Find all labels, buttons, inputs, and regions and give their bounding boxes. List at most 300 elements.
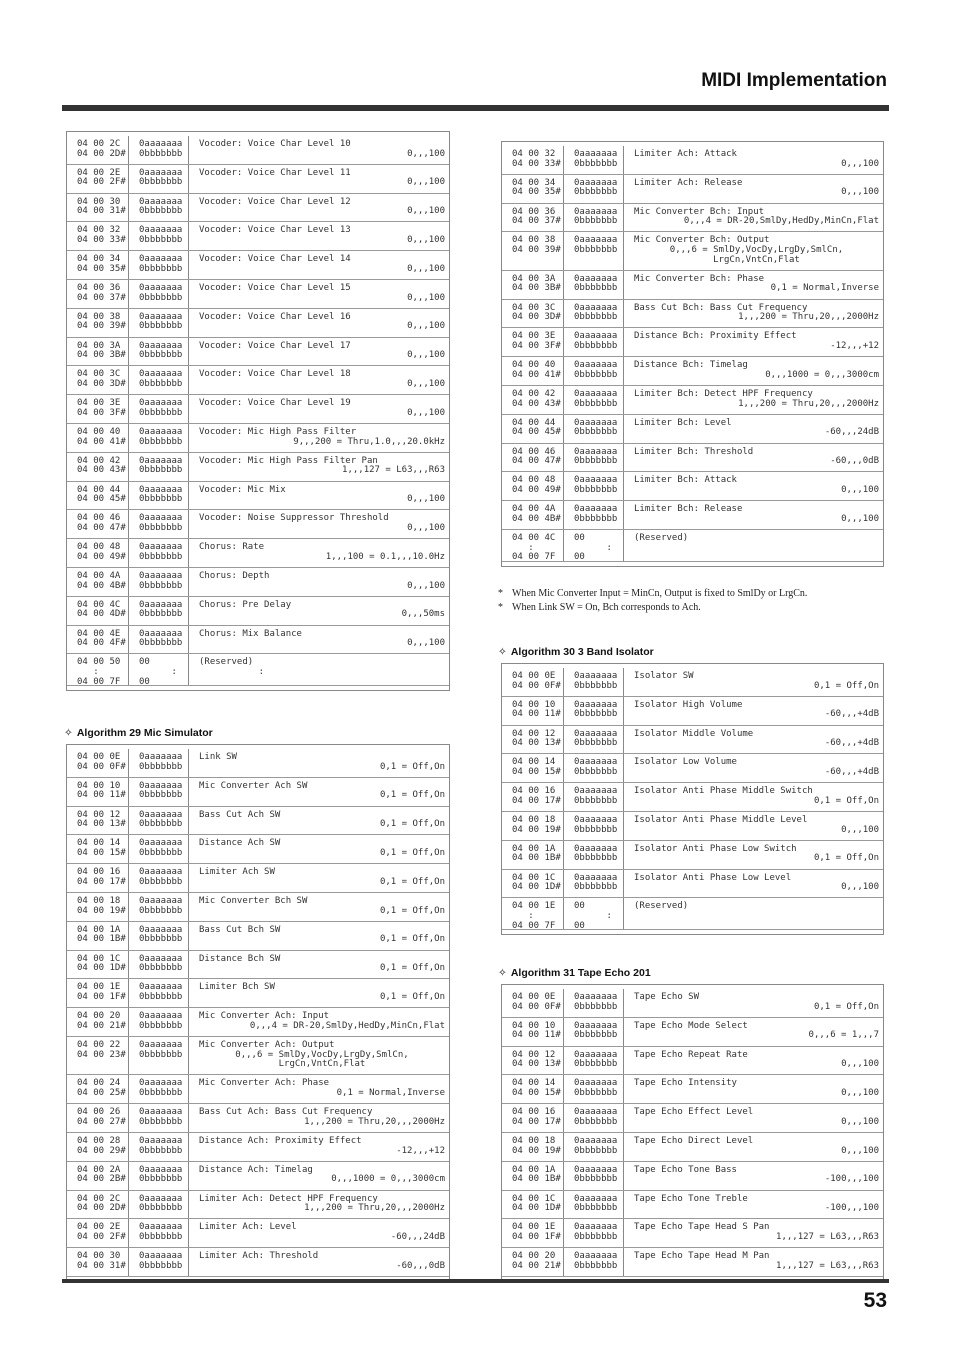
table-row xyxy=(502,726,883,755)
address-cell: 04 00 12 04 00 13# xyxy=(502,726,564,754)
data-cell: 0aaaaaaa 0bbbbbbb xyxy=(564,1191,624,1219)
header-rule xyxy=(62,105,889,111)
parameter-name: Tape Echo Effect Level xyxy=(634,1107,754,1118)
table-row xyxy=(502,1191,883,1220)
description-cell xyxy=(189,864,449,892)
address-cell: 04 00 1C 04 00 1D# xyxy=(67,951,129,979)
data-cell: 0aaaaaaa 0bbbbbbb xyxy=(129,194,189,222)
address-cell: 04 00 24 04 00 25# xyxy=(67,1075,129,1103)
address-cell: 04 00 2E 04 00 2F# xyxy=(67,1219,129,1247)
table-row xyxy=(67,951,449,980)
description-cell xyxy=(189,453,449,481)
address-cell: 04 00 3E 04 00 3F# xyxy=(67,395,129,423)
address-cell: 04 00 16 04 00 17# xyxy=(502,1104,564,1132)
parameter-name: Distance Ach SW xyxy=(199,838,281,849)
description-cell xyxy=(189,136,449,164)
table-row xyxy=(502,668,883,697)
parameter-name: Mic Converter Ach SW xyxy=(199,780,308,791)
parameter-range: 0,,,100 xyxy=(407,378,445,389)
parameter-name: Vocoder: Voice Char Level 11 xyxy=(199,167,351,178)
description-cell xyxy=(624,232,883,269)
table-row xyxy=(67,626,449,655)
parameter-range: 0,1 = Off,On xyxy=(813,853,879,864)
parameter-name: Isolator Middle Volume xyxy=(634,728,754,739)
parameter-table-algorithm-29 xyxy=(66,744,450,1282)
parameter-name: Limiter Bch SW xyxy=(199,982,275,993)
table-row xyxy=(67,366,449,395)
data-cell: 0aaaaaaa 0bbbbbbb xyxy=(129,626,189,654)
table-bottom-border xyxy=(502,934,883,935)
parameter-name: Mic Converter Ach: Output xyxy=(199,1039,335,1050)
parameter-range: 0,1 = Normal,Inverse xyxy=(770,283,879,294)
table-row xyxy=(502,232,883,270)
address-cell: 04 00 0E 04 00 0F# xyxy=(502,668,564,696)
parameter-range: 0,,,6 = SmlDy,VocDy,LrgDy,SmlCn, LrgCn,VntCn,Flat xyxy=(669,244,844,265)
address-cell: 04 00 0E 04 00 0F# xyxy=(67,749,129,777)
parameter-range: 0,,,100 xyxy=(841,513,879,524)
table-row xyxy=(502,870,883,899)
data-cell: 0aaaaaaa 0bbbbbbb xyxy=(564,697,624,725)
data-cell: 0aaaaaaa 0bbbbbbb xyxy=(129,165,189,193)
parameter-name: Tape Echo SW xyxy=(634,992,700,1002)
parameter-range: 1,,,127 = L63,,,R63 xyxy=(342,465,445,476)
table-row xyxy=(67,1075,449,1104)
parameter-range: 0,,,100 xyxy=(407,206,445,217)
diamond-bullet-icon: ✧ xyxy=(498,967,507,979)
address-cell: 04 00 1A 04 00 1B# xyxy=(502,1162,564,1190)
address-cell: 04 00 4A 04 00 4B# xyxy=(67,568,129,596)
table-top-border xyxy=(502,984,883,985)
data-cell: 0aaaaaaa 0bbbbbbb xyxy=(564,1162,624,1190)
table-row xyxy=(502,175,883,204)
description-cell xyxy=(624,204,883,232)
parameter-name: Isolator Anti Phase Middle Level xyxy=(634,814,808,825)
section-title-algorithm-31: ✧ Algorithm 31 Tape Echo 201 xyxy=(498,967,651,979)
parameter-name: Chorus: Depth xyxy=(199,570,270,581)
data-cell: 0aaaaaaa 0bbbbbbb xyxy=(564,386,624,414)
table-row xyxy=(67,835,449,864)
parameter-range: 0,1 = Off,On xyxy=(813,795,879,806)
description-cell xyxy=(189,424,449,452)
parameter-range: 0,1 = Off,On xyxy=(379,991,445,1002)
table-row xyxy=(67,807,449,836)
data-cell: 0aaaaaaa 0bbbbbbb xyxy=(564,501,624,529)
address-cell: 04 00 38 04 00 39# xyxy=(67,309,129,337)
description-cell xyxy=(189,165,449,193)
address-cell: 04 00 28 04 00 29# xyxy=(67,1133,129,1161)
data-cell: 00 : 00 xyxy=(129,654,189,685)
parameter-range: 0,,,100 xyxy=(407,350,445,361)
address-cell: 04 00 42 04 00 43# xyxy=(67,453,129,481)
address-cell: 04 00 34 04 00 35# xyxy=(67,251,129,279)
data-cell: 0aaaaaaa 0bbbbbbb xyxy=(564,415,624,443)
description-cell xyxy=(189,1162,449,1190)
data-cell: 0aaaaaaa 0bbbbbbb xyxy=(129,1191,189,1219)
data-cell: 0aaaaaaa 0bbbbbbb xyxy=(564,812,624,840)
parameter-name: Chorus: Mix Balance xyxy=(199,628,302,639)
parameter-name: Vocoder: Voice Char Level 17 xyxy=(199,340,351,351)
parameter-name: Vocoder: Voice Char Level 15 xyxy=(199,282,351,293)
parameter-name: Vocoder: Voice Char Level 19 xyxy=(199,398,351,409)
table-row xyxy=(502,328,883,357)
parameter-name: Distance Bch: Proximity Effect xyxy=(634,331,797,342)
parameter-name: (Reserved) : xyxy=(199,657,265,677)
table-row xyxy=(67,424,449,453)
description-cell xyxy=(624,300,883,328)
data-cell: 0aaaaaaa 0bbbbbbb xyxy=(129,251,189,279)
footnote: * When Link SW = On, Bch corresponds to Ach. xyxy=(498,602,701,613)
parameter-range: 0,,,100 xyxy=(407,407,445,418)
description-cell xyxy=(624,898,883,929)
data-cell: 0aaaaaaa 0bbbbbbb xyxy=(129,395,189,423)
address-cell: 04 00 2E 04 00 2F# xyxy=(67,165,129,193)
description-cell xyxy=(189,568,449,596)
data-cell: 0aaaaaaa 0bbbbbbb xyxy=(564,204,624,232)
data-cell: 0aaaaaaa 0bbbbbbb xyxy=(129,951,189,979)
address-cell: 04 00 1A 04 00 1B# xyxy=(502,841,564,869)
parameter-name: (Reserved) xyxy=(634,532,689,543)
address-cell: 04 00 16 04 00 17# xyxy=(67,864,129,892)
address-cell: 04 00 40 04 00 41# xyxy=(502,357,564,385)
description-cell xyxy=(189,1008,449,1036)
description-cell xyxy=(189,1037,449,1074)
parameter-range: 0,,,100 xyxy=(841,187,879,198)
data-cell: 0aaaaaaa 0bbbbbbb xyxy=(564,444,624,472)
table-row xyxy=(502,1075,883,1104)
data-cell: 0aaaaaaa 0bbbbbbb xyxy=(129,778,189,806)
parameter-name: Vocoder: Mic Mix xyxy=(199,484,286,495)
table-row xyxy=(67,749,449,778)
parameter-range: 0,,,1000 = 0,,,3000cm xyxy=(765,369,879,380)
address-cell: 04 00 46 04 00 47# xyxy=(502,444,564,472)
description-cell xyxy=(189,1191,449,1219)
table-row xyxy=(67,597,449,626)
data-cell: 0aaaaaaa 0bbbbbbb xyxy=(564,1133,624,1161)
parameter-name: Tape Echo Direct Level xyxy=(634,1135,754,1146)
address-cell: 04 00 32 04 00 33# xyxy=(502,146,564,174)
address-cell: 04 00 50 : 04 00 7F xyxy=(67,654,129,685)
table-row xyxy=(502,300,883,329)
table-row xyxy=(67,395,449,424)
table-row xyxy=(67,1008,449,1037)
address-cell: 04 00 38 04 00 39# xyxy=(502,232,564,269)
table-row xyxy=(67,280,449,309)
address-cell: 04 00 42 04 00 43# xyxy=(502,386,564,414)
description-cell xyxy=(189,893,449,921)
parameter-range: 1,,,200 = Thru,20,,,2000Hz xyxy=(738,398,879,409)
table-row xyxy=(67,1219,449,1248)
parameter-table-left-top xyxy=(66,131,450,691)
parameter-range: 0,,,100 xyxy=(841,158,879,169)
parameter-name: Chorus: Pre Delay xyxy=(199,599,292,610)
data-cell: 0aaaaaaa 0bbbbbbb xyxy=(129,1133,189,1161)
address-cell: 04 00 2A 04 00 2B# xyxy=(67,1162,129,1190)
description-cell xyxy=(624,415,883,443)
address-cell: 04 00 32 04 00 33# xyxy=(67,222,129,250)
data-cell: 0aaaaaaa 0bbbbbbb xyxy=(129,280,189,308)
data-cell: 0aaaaaaa 0bbbbbbb xyxy=(129,136,189,164)
data-cell: 0aaaaaaa 0bbbbbbb xyxy=(129,222,189,250)
data-cell: 0aaaaaaa 0bbbbbbb xyxy=(129,510,189,538)
address-cell: 04 00 12 04 00 13# xyxy=(67,807,129,835)
description-cell xyxy=(624,472,883,500)
parameter-range: -12,,,+12 xyxy=(830,340,879,351)
address-cell: 04 00 14 04 00 15# xyxy=(502,754,564,782)
description-cell xyxy=(189,482,449,510)
address-cell: 04 00 10 04 00 11# xyxy=(502,1018,564,1046)
table-row xyxy=(67,1037,449,1075)
table-row xyxy=(502,783,883,812)
table-row xyxy=(67,222,449,251)
address-cell: 04 00 30 04 00 31# xyxy=(67,1248,129,1276)
table-row xyxy=(67,136,449,165)
address-cell: 04 00 10 04 00 11# xyxy=(67,778,129,806)
parameter-range: 0,,,100 xyxy=(407,580,445,591)
parameter-range: 0,1 = Off,On xyxy=(813,680,879,691)
data-cell: 0aaaaaaa 0bbbbbbb xyxy=(564,783,624,811)
data-cell: 0aaaaaaa 0bbbbbbb xyxy=(129,807,189,835)
table-row xyxy=(502,415,883,444)
address-cell: 04 00 1C 04 00 1D# xyxy=(502,870,564,898)
parameter-name: Tape Echo Repeat Rate xyxy=(634,1049,748,1060)
data-cell: 0aaaaaaa 0bbbbbbb xyxy=(129,568,189,596)
parameter-name: Limiter Ach SW xyxy=(199,867,275,878)
address-cell: 04 00 0E 04 00 0F# xyxy=(502,989,564,1017)
parameter-name: Isolator Low Volume xyxy=(634,757,737,768)
parameter-range: 0,,,100 xyxy=(841,1145,879,1156)
parameter-name: Mic Converter Bch: Input xyxy=(634,206,765,217)
parameter-name: Limiter Ach: Level xyxy=(199,1222,297,1233)
parameter-range: -60,,,+4dB xyxy=(824,738,879,749)
description-cell xyxy=(624,1075,883,1103)
table-bottom-border xyxy=(502,566,883,567)
data-cell: 0aaaaaaa 0bbbbbbb xyxy=(129,864,189,892)
table-row xyxy=(502,501,883,530)
data-cell: 0aaaaaaa 0bbbbbbb xyxy=(564,1075,624,1103)
data-cell: 0aaaaaaa 0bbbbbbb xyxy=(564,1104,624,1132)
table-row xyxy=(502,386,883,415)
data-cell: 0aaaaaaa 0bbbbbbb xyxy=(129,893,189,921)
diamond-bullet-icon: ✧ xyxy=(498,646,507,658)
address-cell: 04 00 18 04 00 19# xyxy=(67,893,129,921)
table-row xyxy=(67,510,449,539)
parameter-range: -60,,,+4dB xyxy=(824,766,879,777)
address-cell: 04 00 46 04 00 47# xyxy=(67,510,129,538)
description-cell xyxy=(624,271,883,299)
parameter-name: Vocoder: Voice Char Level 13 xyxy=(199,225,351,236)
data-cell: 0aaaaaaa 0bbbbbbb xyxy=(129,1008,189,1036)
parameter-range: 0,,,100 xyxy=(841,1087,879,1098)
parameter-range: -60,,,24dB xyxy=(390,1231,445,1242)
address-cell: 04 00 3E 04 00 3F# xyxy=(502,328,564,356)
parameter-range: 0,,,100 xyxy=(407,522,445,533)
data-cell: 0aaaaaaa 0bbbbbbb xyxy=(129,453,189,481)
table-row xyxy=(502,1248,883,1277)
parameter-name: Mic Converter Ach: Input xyxy=(199,1011,330,1022)
parameter-name: Mic Converter Bch SW xyxy=(199,895,308,906)
parameter-name: Distance Ach: Timelag xyxy=(199,1164,313,1175)
data-cell: 0aaaaaaa 0bbbbbbb xyxy=(564,754,624,782)
description-cell xyxy=(624,1248,883,1276)
parameter-range: 0,1 = Off,On xyxy=(379,876,445,887)
parameter-name: Mic Converter Bch: Phase xyxy=(634,273,765,284)
table-row xyxy=(502,989,883,1018)
parameter-range: 0,1 = Off,On xyxy=(813,1001,879,1012)
parameter-name: Link SW xyxy=(199,752,237,762)
parameter-range: -60,,,24dB xyxy=(824,427,879,438)
parameter-name: Vocoder: Voice Char Level 18 xyxy=(199,369,351,380)
table-row xyxy=(502,1104,883,1133)
parameter-name: Chorus: Rate xyxy=(199,542,265,553)
parameter-name: Vocoder: Voice Char Level 16 xyxy=(199,311,351,322)
parameter-range: 0,1 = Off,On xyxy=(379,790,445,801)
parameter-name: Isolator SW xyxy=(634,671,694,681)
parameter-range: -60,,,+4dB xyxy=(824,709,879,720)
description-cell xyxy=(189,654,449,685)
data-cell: 0aaaaaaa 0bbbbbbb xyxy=(129,1104,189,1132)
address-cell: 04 00 12 04 00 13# xyxy=(502,1047,564,1075)
parameter-name: Limiter Bch: Release xyxy=(634,504,743,515)
description-cell xyxy=(624,357,883,385)
parameter-name: Limiter Bch: Attack xyxy=(634,475,737,486)
parameter-table-algorithm-31 xyxy=(501,984,884,1282)
data-cell: 0aaaaaaa 0bbbbbbb xyxy=(129,424,189,452)
parameter-range: 0,,,6 = 1,,,7 xyxy=(808,1030,879,1041)
section-title-algorithm-30: ✧ Algorithm 30 3 Band Isolator xyxy=(498,646,654,658)
parameter-name: Limiter Bch: Level xyxy=(634,417,732,428)
description-cell xyxy=(624,386,883,414)
parameter-range: 1,,,200 = Thru,20,,,2000Hz xyxy=(304,1116,445,1127)
parameter-range: 0,,,100 xyxy=(841,882,879,893)
address-cell: 04 00 18 04 00 19# xyxy=(502,1133,564,1161)
data-cell: 0aaaaaaa 0bbbbbbb xyxy=(564,271,624,299)
parameter-name: Tape Echo Tone Treble xyxy=(634,1193,748,1204)
description-cell xyxy=(189,778,449,806)
data-cell: 0aaaaaaa 0bbbbbbb xyxy=(564,175,624,203)
parameter-range: 0,1 = Normal,Inverse xyxy=(336,1087,445,1098)
address-cell: 04 00 48 04 00 49# xyxy=(502,472,564,500)
parameter-name: Vocoder: Mic High Pass Filter Pan xyxy=(199,455,378,466)
parameter-range: 1,,,127 = L63,,,R63 xyxy=(776,1260,879,1271)
description-cell xyxy=(189,338,449,366)
parameter-range: 0,1 = Off,On xyxy=(379,905,445,916)
description-cell xyxy=(189,597,449,625)
address-cell: 04 00 30 04 00 31# xyxy=(67,194,129,222)
parameter-name: Isolator Anti Phase Middle Switch xyxy=(634,786,813,797)
parameter-name: Distance Bch: Timelag xyxy=(634,360,748,371)
description-cell xyxy=(189,366,449,394)
diamond-bullet-icon: ✧ xyxy=(64,727,73,739)
table-row xyxy=(67,251,449,280)
description-cell xyxy=(189,194,449,222)
data-cell: 0aaaaaaa 0bbbbbbb xyxy=(564,328,624,356)
parameter-range: 0,,,100 xyxy=(407,494,445,505)
parameter-range: -100,,,100 xyxy=(824,1203,879,1214)
data-cell: 0aaaaaaa 0bbbbbbb xyxy=(129,922,189,950)
parameter-name: (Reserved) xyxy=(634,901,689,912)
parameter-name: Isolator High Volume xyxy=(634,699,743,710)
section-title-algorithm-29: ✧ Algorithm 29 Mic Simulator xyxy=(64,727,213,739)
table-row xyxy=(67,1104,449,1133)
parameter-range: -100,,,100 xyxy=(824,1174,879,1185)
parameter-name: Distance Ach: Proximity Effect xyxy=(199,1135,362,1146)
parameter-name: Limiter Ach: Attack xyxy=(634,149,737,159)
parameter-range: 0,1 = Off,On xyxy=(379,761,445,772)
address-cell: 04 00 14 04 00 15# xyxy=(67,835,129,863)
parameter-name: Limiter Bch: Detect HPF Frequency xyxy=(634,388,813,399)
address-cell: 04 00 1E 04 00 1F# xyxy=(67,979,129,1007)
footer-rule xyxy=(62,1279,889,1283)
parameter-range: 9,,,200 = Thru,1.0,,,20.0kHz xyxy=(293,436,445,447)
description-cell xyxy=(189,1133,449,1161)
table-bottom-border xyxy=(67,690,449,691)
data-cell: 0aaaaaaa 0bbbbbbb xyxy=(129,979,189,1007)
data-cell: 0aaaaaaa 0bbbbbbb xyxy=(564,472,624,500)
table-row xyxy=(502,1162,883,1191)
description-cell xyxy=(189,1248,449,1276)
description-cell xyxy=(624,1191,883,1219)
data-cell: 0aaaaaaa 0bbbbbbb xyxy=(564,1219,624,1247)
description-cell xyxy=(189,222,449,250)
address-cell: 04 00 4E 04 00 4F# xyxy=(67,626,129,654)
address-cell: 04 00 1C 04 00 1D# xyxy=(502,1191,564,1219)
description-cell xyxy=(624,1133,883,1161)
data-cell: 0aaaaaaa 0bbbbbbb xyxy=(564,1047,624,1075)
description-cell xyxy=(624,783,883,811)
parameter-range: 0,1 = Off,On xyxy=(379,819,445,830)
description-cell xyxy=(189,835,449,863)
data-cell: 0aaaaaaa 0bbbbbbb xyxy=(564,232,624,269)
data-cell: 0aaaaaaa 0bbbbbbb xyxy=(129,1248,189,1276)
table-row xyxy=(67,1162,449,1191)
description-cell xyxy=(189,749,449,777)
parameter-name: Limiter Ach: Detect HPF Frequency xyxy=(199,1193,378,1204)
parameter-name: Tape Echo Intensity xyxy=(634,1078,737,1089)
data-cell: 0aaaaaaa 0bbbbbbb xyxy=(129,835,189,863)
parameter-range: 1,,,100 = 0.1,,,10.0Hz xyxy=(325,551,445,562)
address-cell: 04 00 22 04 00 23# xyxy=(67,1037,129,1074)
parameter-name: Limiter Ach: Release xyxy=(634,177,743,188)
description-cell xyxy=(624,1018,883,1046)
parameter-range: 0,,,100 xyxy=(841,1116,879,1127)
data-cell: 0aaaaaaa 0bbbbbbb xyxy=(129,749,189,777)
data-cell: 0aaaaaaa 0bbbbbbb xyxy=(564,1018,624,1046)
table-row xyxy=(67,1133,449,1162)
address-cell: 04 00 2C 04 00 2D# xyxy=(67,1191,129,1219)
table-row xyxy=(502,697,883,726)
description-cell xyxy=(624,812,883,840)
address-cell: 04 00 2C 04 00 2D# xyxy=(67,136,129,164)
address-cell: 04 00 1E : 04 00 7F xyxy=(502,898,564,929)
table-row xyxy=(67,309,449,338)
table-row xyxy=(502,1047,883,1076)
parameter-name: Vocoder: Noise Suppressor Threshold xyxy=(199,513,389,524)
parameter-range: 0,,,100 xyxy=(407,263,445,274)
parameter-name: Bass Cut Bch SW xyxy=(199,924,281,935)
parameter-range: -12,,,+12 xyxy=(396,1145,445,1156)
parameter-name: Tape Echo Mode Select xyxy=(634,1020,748,1031)
table-top-border xyxy=(67,744,449,745)
parameter-name: Tape Echo Tape Head S Pan xyxy=(634,1222,770,1233)
description-cell xyxy=(189,626,449,654)
data-cell: 0aaaaaaa 0bbbbbbb xyxy=(129,539,189,567)
parameter-name: Bass Cut Bch: Bass Cut Frequency xyxy=(634,302,808,313)
page-header-title: MIDI Implementation xyxy=(701,70,887,91)
reserved-row xyxy=(502,898,883,930)
description-cell xyxy=(189,309,449,337)
description-cell xyxy=(624,726,883,754)
table-row xyxy=(67,194,449,223)
